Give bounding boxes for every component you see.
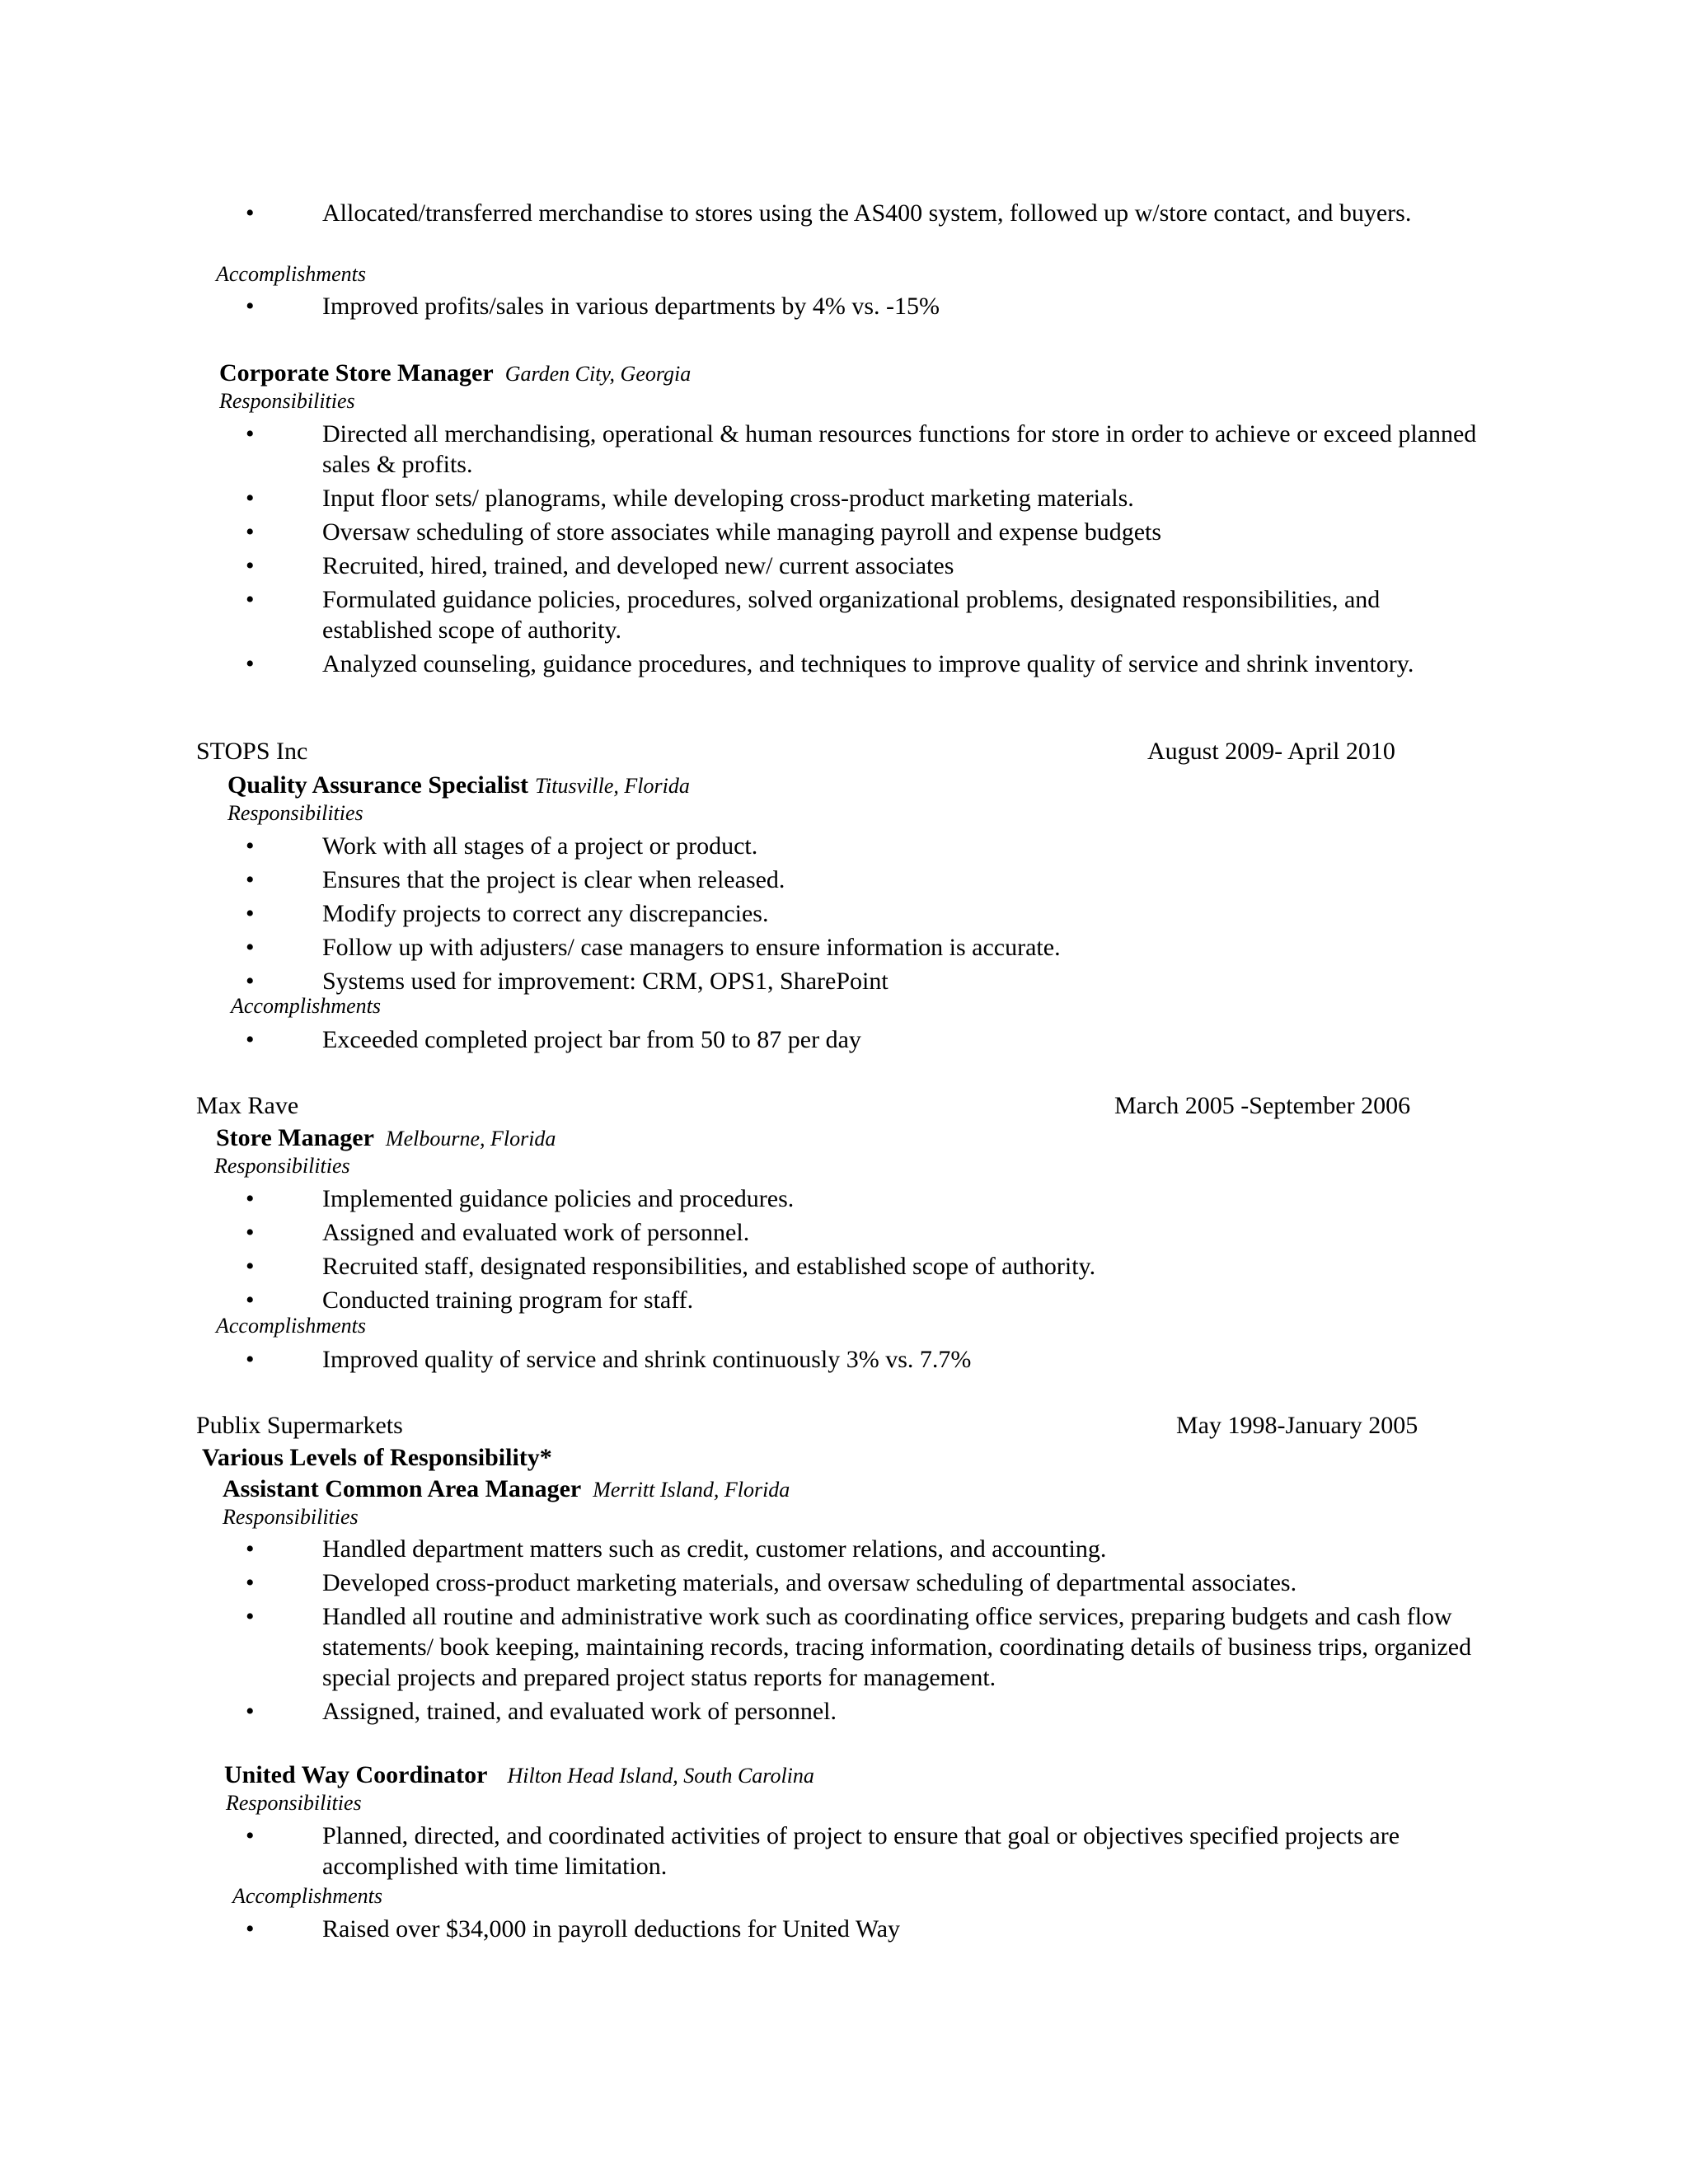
employment-dates: May 1998-January 2005 (1176, 1412, 1418, 1439)
unitedway-accomplishments (246, 1914, 1482, 1947)
list-item: • Directed all merchandising, operational & human resources functions for store in order to achieve or exceed planned sales & profits. (246, 419, 1482, 480)
accomplishments-label: Accomplishments (216, 1314, 366, 1338)
accomplishments-label: Accomplishments (216, 262, 366, 286)
list-item: • Assigned and evaluated work of personnel. (246, 1217, 1482, 1248)
job-title: United Way Coordinator Hilton Head Island, South Carolina (224, 1761, 814, 1788)
employment-dates: August 2009- April 2010 (1147, 738, 1395, 765)
accomplishments-label: Accomplishments (232, 1884, 382, 1908)
list-item: • Ensures that the project is clear when released. (246, 865, 1482, 895)
top-bullets (246, 198, 1482, 232)
responsibility-levels-heading: Various Levels of Responsibility* (202, 1444, 552, 1471)
list-item: • Raised over $34,000 in payroll deductions for United Way (246, 1914, 1482, 1944)
corporate-responsibilities (246, 419, 1482, 682)
list-item: • Planned, directed, and coordinated activities of project to ensure that goal or objectives specified projects are accomplished with time limitation. (246, 1821, 1465, 1882)
list-item: • Conducted training program for staff. (246, 1285, 1482, 1315)
list-item: • Handled department matters such as credit, customer relations, and accounting. (246, 1534, 1482, 1564)
job-title: Corporate Store Manager Garden City, Georgia (219, 359, 692, 387)
employment-dates: March 2005 -September 2006 (1114, 1092, 1411, 1119)
company-name: Max Rave (196, 1092, 299, 1119)
list-item: • Modify projects to correct any discrepancies. (246, 898, 1482, 929)
list-item: • Handled all routine and administrative work such as coordinating office services, preparing budgets and cash flow statements/ book keeping, maintaining records, tracing information, coordinating details of business trips, organized special projects and prepared project status reports for management. (246, 1601, 1482, 1693)
responsibilities-label: Responsibilities (223, 1505, 359, 1529)
job-title: Quality Assurance Specialist Titusville, Florida (227, 771, 690, 799)
list-item: • Recruited staff, designated responsibilities, and established scope of authority. (246, 1251, 1482, 1282)
job-title: Store Manager Melbourne, Florida (216, 1124, 556, 1151)
list-item: • Formulated guidance policies, procedures, solved organizational problems, designated responsibilities, and established scope of authority. (246, 584, 1482, 645)
list-item: • Allocated/transferred merchandise to stores using the AS400 system, followed up w/store contact, and buyers. (246, 198, 1482, 228)
list-item: • Developed cross-product marketing materials, and oversaw scheduling of departmental associates. (246, 1568, 1482, 1598)
responsibilities-label: Responsibilities (227, 801, 363, 825)
list-item: • Oversaw scheduling of store associates while managing payroll and expense budgets (246, 517, 1482, 547)
list-item: • Implemented guidance policies and procedures. (246, 1183, 1482, 1214)
stops-accomplishments (246, 1024, 1482, 1058)
publix-responsibilities (246, 1534, 1482, 1730)
job-location: Titusville, Florida (535, 774, 690, 798)
list-item: • Follow up with adjusters/ case managers to ensure information is accurate. (246, 932, 1482, 963)
list-item: • Assigned, trained, and evaluated work of personnel. (246, 1696, 1482, 1727)
list-item: • Improved profits/sales in various departments by 4% vs. -15% (246, 291, 1482, 321)
job-location: Hilton Head Island, South Carolina (507, 1764, 814, 1788)
list-item: • Analyzed counseling, guidance procedures, and techniques to improve quality of service and shrink inventory. (246, 649, 1482, 679)
list-item: • Systems used for improvement: CRM, OPS1, SharePoint (246, 966, 1482, 996)
stops-responsibilities (246, 831, 1482, 1000)
responsibilities-label: Responsibilities (219, 389, 355, 413)
unitedway-responsibilities (246, 1821, 1465, 1885)
maxrave-responsibilities (246, 1183, 1482, 1319)
top-accomplishments (246, 291, 1482, 325)
list-item: • Exceeded completed project bar from 50 to 87 per day (246, 1024, 1482, 1055)
list-item: • Input floor sets/ planograms, while developing cross-product marketing materials. (246, 483, 1482, 513)
accomplishments-label: Accomplishments (231, 994, 381, 1018)
maxrave-accomplishments (246, 1344, 1482, 1378)
company-name: Publix Supermarkets (196, 1412, 403, 1439)
job-location: Merritt Island, Florida (593, 1478, 790, 1502)
job-location: Melbourne, Florida (385, 1127, 556, 1151)
list-item: • Recruited, hired, trained, and developed new/ current associates (246, 551, 1482, 581)
list-item: • Work with all stages of a project or product. (246, 831, 1482, 861)
company-name: STOPS Inc (196, 738, 308, 765)
list-item: • Improved quality of service and shrink continuously 3% vs. 7.7% (246, 1344, 1482, 1375)
job-location: Garden City, Georgia (504, 362, 692, 386)
responsibilities-label: Responsibilities (214, 1154, 350, 1178)
job-title: Assistant Common Area Manager Merritt Island, Florida (223, 1475, 790, 1502)
responsibilities-label: Responsibilities (226, 1791, 362, 1815)
